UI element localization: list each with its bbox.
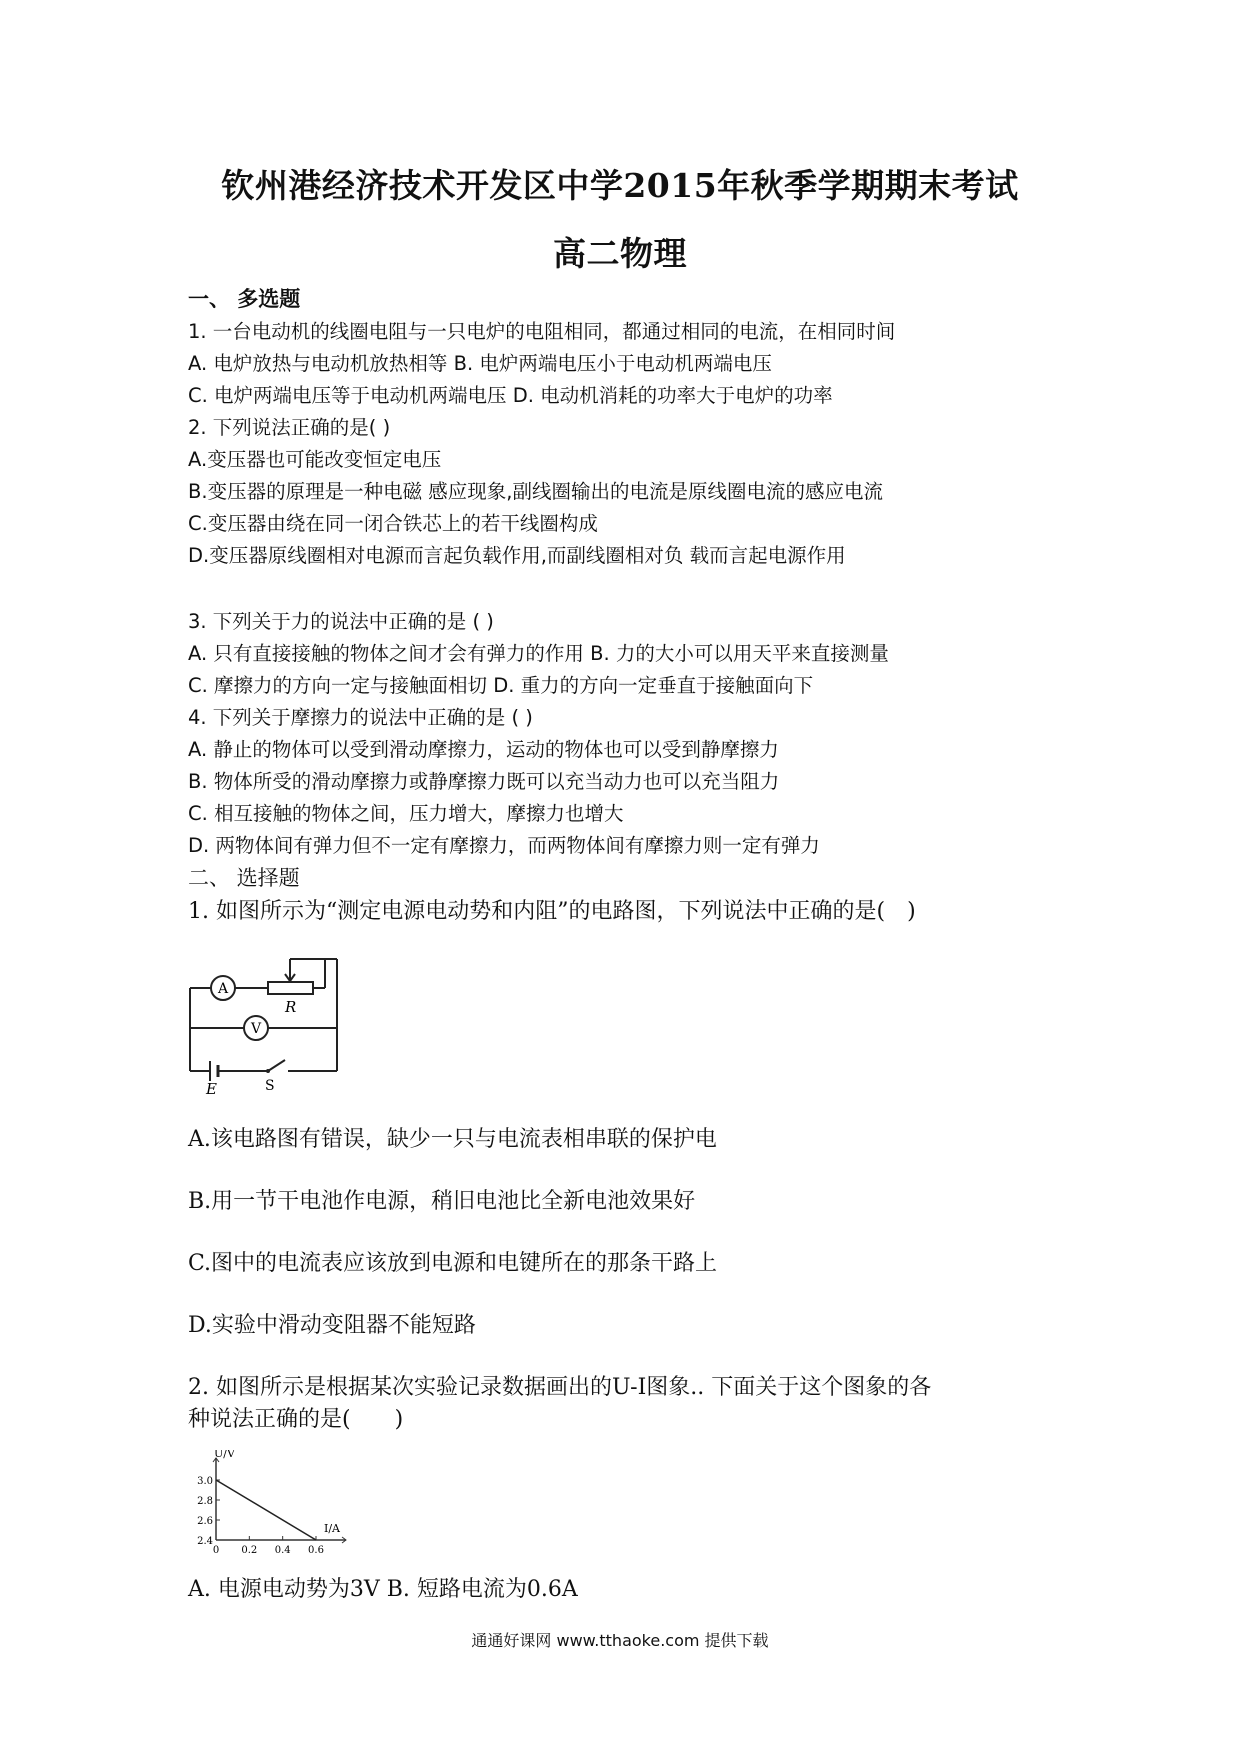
y-tick-label: 2.6 — [197, 1516, 213, 1527]
s2-q1-option-b: B.用一节干电池作电源，稍旧电池比全新电池效果好 — [188, 1189, 696, 1214]
y-axis-label: U/V — [214, 1450, 235, 1460]
section1-heading: 一、 多选题 — [188, 287, 301, 311]
y-tick-label: 2.8 — [197, 1496, 213, 1507]
ui-data-line — [216, 1480, 316, 1540]
s1-q2-option-c: C.变压器由绕在同一闭合铁芯上的若干线圈构成 — [188, 512, 598, 535]
s1-q1-options-ab: A. 电炉放热与电动机放热相等 B. 电炉两端电压小于电动机两端电压 — [188, 352, 772, 375]
y-tick-label: 2.4 — [197, 1536, 213, 1547]
s1-q4-stem: 4. 下列关于摩擦力的说法中正确的是 ( ) — [188, 706, 533, 729]
s2-q1-stem: 1. 如图所示为“测定电源电动势和内阻”的电路图，下列说法中正确的是( ) — [188, 899, 916, 924]
s1-q2-option-a: A.变压器也可能改变恒定电压 — [188, 448, 442, 471]
x-tick-label: 0.2 — [241, 1545, 258, 1556]
s2-q1-option-a: A.该电路图有错误，缺少一只与电流表相串联的保护电 — [188, 1127, 717, 1152]
rheostat-label: R — [285, 998, 297, 1016]
s2-q1-option-c: C.图中的电流表应该放到电源和电键所在的那条干路上 — [188, 1251, 718, 1276]
exam-subtitle: 高二物理 — [553, 234, 687, 273]
s1-q2-stem: 2. 下列说法正确的是( ) — [188, 416, 391, 439]
s2-q2-stem-line1: 2. 如图所示是根据某次实验记录数据画出的U-I图象.. 下面关于这个图象的各 — [188, 1375, 932, 1400]
s1-q1-options-cd: C. 电炉两端电压等于电动机两端电压 D. 电动机消耗的功率大于电炉的功率 — [188, 384, 833, 407]
circuit-diagram — [180, 955, 360, 1095]
s1-q3-stem: 3. 下列关于力的说法中正确的是 ( ) — [188, 610, 494, 633]
exam-title: 钦州港经济技术开发区中学2015年秋季学期期末考试 — [221, 166, 1019, 205]
ammeter-label: A — [217, 981, 229, 997]
s1-q3-options-cd: C. 摩擦力的方向一定与接触面相切 D. 重力的方向一定垂直于接触面向下 — [188, 674, 814, 697]
x-tick-label: 0.4 — [274, 1545, 291, 1556]
s1-q3-options-ab: A. 只有直接接触的物体之间才会有弹力的作用 B. 力的大小可以用天平来直接测量 — [188, 642, 889, 665]
voltmeter-label: V — [250, 1021, 262, 1037]
s1-q4-option-d: D. 两物体间有弹力但不一定有摩擦力，而两物体间有摩擦力则一定有弹力 — [188, 834, 820, 857]
y-tick-label: 3.0 — [197, 1476, 213, 1487]
switch-label: S — [265, 1078, 275, 1094]
x-tick-label: 0.6 — [308, 1545, 324, 1556]
s2-q2-stem-line2: 种说法正确的是( ) — [188, 1407, 404, 1432]
ui-graph — [180, 1450, 360, 1560]
s1-q2-option-b: B.变压器的原理是一种电磁 感应现象,副线圈输出的电流是原线圈电流的感应电流 — [188, 480, 883, 503]
s2-q1-option-d: D.实验中滑动变阻器不能短路 — [188, 1313, 476, 1338]
s1-q4-option-a: A. 静止的物体可以受到滑动摩擦力，运动的物体也可以受到静摩擦力 — [188, 738, 779, 761]
x-axis-label: I/A — [324, 1522, 340, 1535]
s1-q4-option-c: C. 相互接触的物体之间，压力增大，摩擦力也增大 — [188, 802, 624, 825]
switch-contact — [266, 1069, 270, 1073]
s1-q2-option-d: D.变压器原线圈相对电源而言起负载作用,而副线圈相对负 载而言起电源作用 — [188, 544, 846, 567]
source-label: E — [206, 1080, 217, 1095]
s1-q4-option-b: B. 物体所受的滑动摩擦力或静摩擦力既可以充当动力也可以充当阻力 — [188, 770, 780, 793]
s1-q1-stem: 1. 一台电动机的线圈电阻与一只电炉的电阻相同，都通过相同的电流，在相同时间 — [188, 320, 896, 343]
x-tick-label: 0 — [212, 1545, 220, 1556]
section2-heading: 二、 选择题 — [188, 866, 300, 890]
s2-q2-options-ab: A. 电源电动势为3V B. 短路电流为0.6A — [188, 1577, 578, 1602]
footer-credit: 通通好课网 www.tthaoke.com 提供下载 — [471, 1631, 769, 1650]
